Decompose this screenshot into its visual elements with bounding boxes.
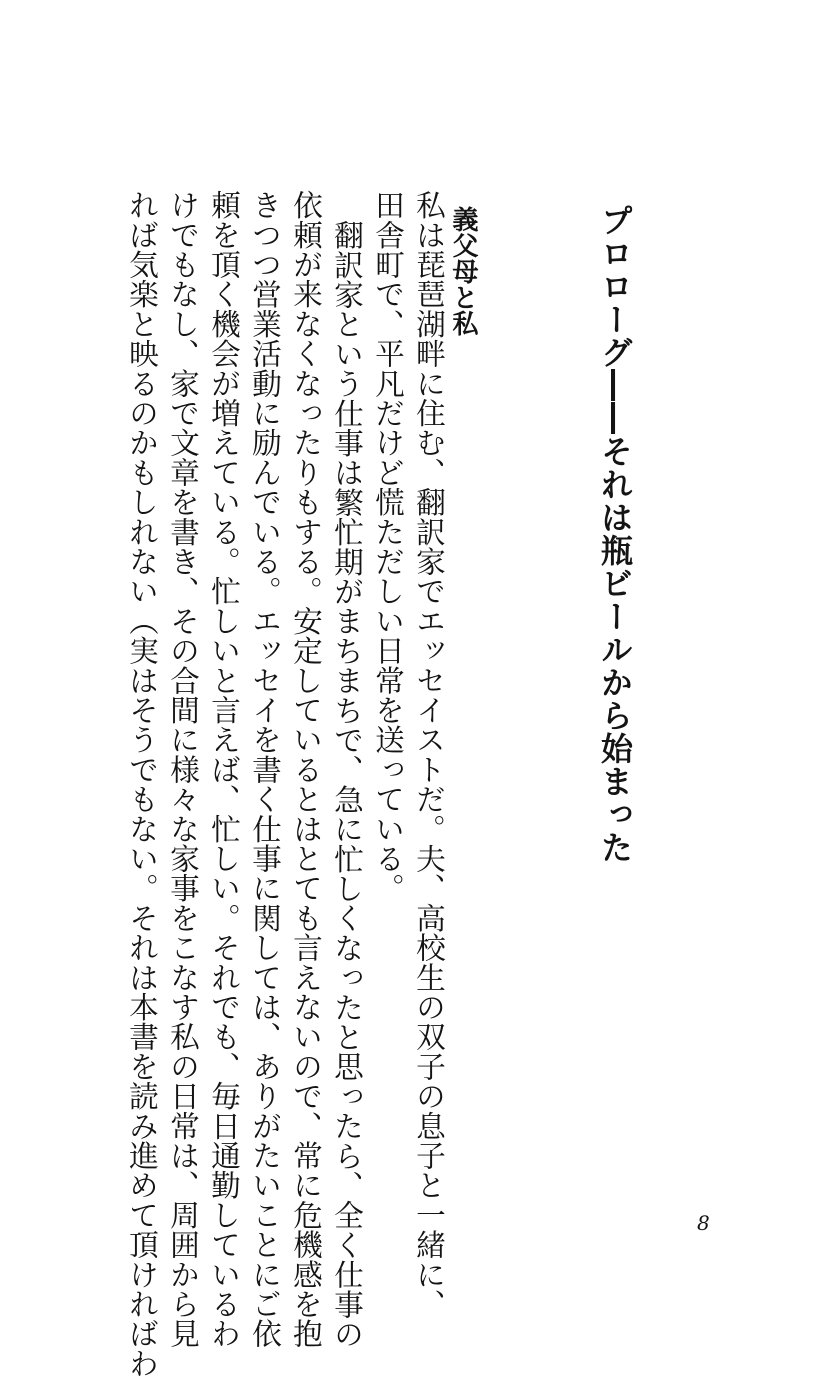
body-line: 私は琵琶湖畔に住む、翻訳家でエッセイストだ。夫、高校生の双子の息子と一緒に、 bbox=[411, 190, 446, 1319]
body-text bbox=[121, 190, 449, 1378]
chapter-title: プロローグ――それは瓶ビールから始まった bbox=[596, 204, 634, 864]
body-line: けでもなし、家で文章を書き、その合間に様々な家事をこなす私の日常は、周囲から見 bbox=[165, 190, 200, 1349]
body-line: 田舎町で、平凡だけど慌ただしい日常を送っている。 bbox=[370, 190, 405, 903]
body-line: 翻訳家という仕事は繁忙期がまちまちで、急に忙しくなったと思ったら、全く仕事の bbox=[329, 220, 364, 1349]
section-heading: 義父母と私 bbox=[448, 206, 478, 336]
body-line: きつつ営業活動に励んでいる。エッセイを書く仕事に関しては、ありがたいことにご依 bbox=[247, 190, 282, 1349]
body-line: 頼を頂く機会が増えている。忙しいと言えば、忙しい。それでも、毎日通勤しているわ bbox=[206, 190, 241, 1349]
page-number: 8 bbox=[697, 1211, 710, 1235]
body-line: れば気楽と映るのかもしれない（実はそうでもない。それは本書を読み進めて頂ければわ bbox=[124, 190, 159, 1378]
body-line: 依頼が来なくなったりもする。安定しているとはとても言えないので、常に危機感を抱 bbox=[288, 190, 323, 1349]
